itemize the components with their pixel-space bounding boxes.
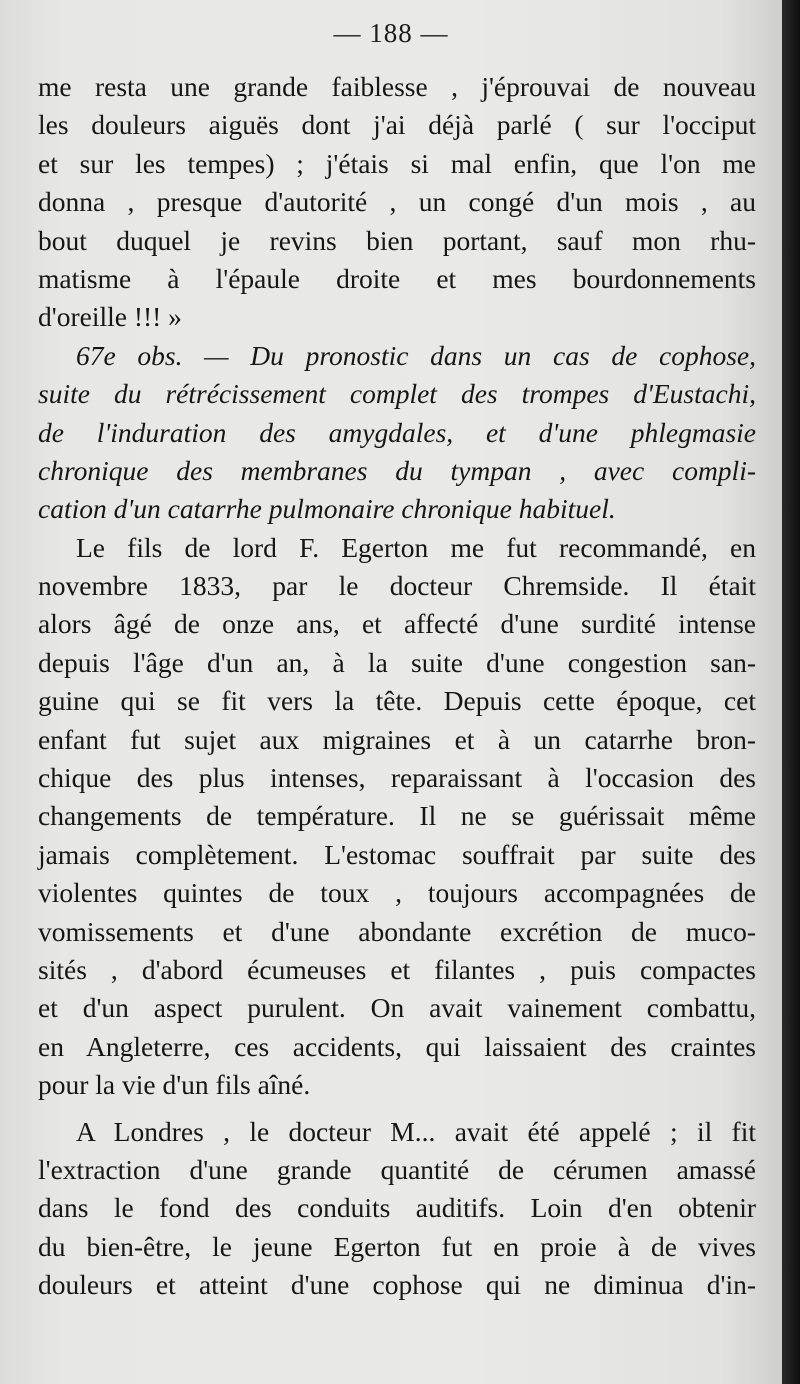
text-line: et sur les tempes) ; j'étais si mal enfin, que l'on me [38, 147, 756, 179]
text-line: cation d'un catarrhe pulmonaire chronique habituel. [38, 493, 616, 525]
text-line: chronique des membranes du tympan , avec compli- [38, 454, 756, 486]
text-line: douleurs et atteint d'une cophose qui ne diminua d'in- [38, 1269, 756, 1301]
text-line: matisme à l'épaule droite et mes bourdonnements [38, 262, 756, 294]
text-line: en Angleterre, ces accidents, qui laissaient des craintes [38, 1030, 756, 1062]
text-line: 67e obs. — Du pronostic dans un cas de cophose, [76, 339, 756, 371]
page-number: — 188 — [333, 18, 449, 48]
paragraph-continuation [38, 68, 756, 337]
observation-heading [38, 337, 756, 529]
text-line: me resta une grande faiblesse , j'éprouvai de nouveau [38, 71, 756, 102]
text-line: et d'un aspect purulent. On avait vainement combattu, [38, 992, 756, 1024]
text-line: pour la vie d'un fils aîné. [38, 1069, 311, 1101]
text-line: jamais complètement. L'estomac souffrait par suite des [38, 838, 756, 870]
text-line: A Londres , le docteur M... avait été appelé ; il fit [76, 1115, 756, 1147]
text-line: d'oreille !!! » [38, 301, 182, 333]
text-line: changements de température. Il ne se guérissait même [38, 800, 756, 832]
text-line: enfant fut sujet aux migraines et à un catarrhe bron- [38, 723, 756, 755]
text-line: Le fils de lord F. Egerton me fut recommandé, en [76, 531, 756, 563]
paragraph-case-description [38, 529, 756, 1105]
text-line: guine qui se fit vers la tête. Depuis cette époque, cet [38, 685, 756, 717]
text-line: les douleurs aiguës dont j'ai déjà parlé ( sur l'occiput [38, 109, 756, 141]
text-line: depuis l'âge d'un an, à la suite d'une congestion san- [38, 646, 756, 678]
text-line: suite du rétrécissement complet des trompes d'Eustachi, [38, 378, 756, 410]
text-line: l'extraction d'une grande quantité de cérumen amassé [38, 1153, 756, 1185]
text-line: alors âgé de onze ans, et affecté d'une surdité intense [38, 608, 756, 640]
text-line: donna , presque d'autorité , un congé d'un mois , au [38, 186, 756, 218]
text-line: chique des plus intenses, reparaissant à l'occasion des [38, 762, 756, 794]
text-line: du bien-être, le jeune Egerton fut en proie à de vives [38, 1230, 756, 1262]
text-line: de l'induration des amygdales, et d'une phlegmasie [38, 416, 756, 448]
text-line: violentes quintes de toux , toujours accompagnées de [38, 877, 756, 909]
paragraph-london [38, 1113, 756, 1305]
text-line: vomissements et d'une abondante excrétion de muco- [38, 915, 756, 947]
text-line: sités , d'abord écumeuses et filantes , puis compactes [38, 953, 756, 985]
text-line: dans le fond des conduits auditifs. Loin d'en obtenir [38, 1192, 756, 1224]
paragraph-gap [38, 1105, 756, 1113]
page-text [38, 68, 756, 1305]
text-line: novembre 1833, par le docteur Chremside. Il était [38, 570, 756, 602]
scan-dark-edge [782, 0, 800, 1384]
text-line: bout duquel je revins bien portant, sauf mon rhu- [38, 224, 756, 256]
